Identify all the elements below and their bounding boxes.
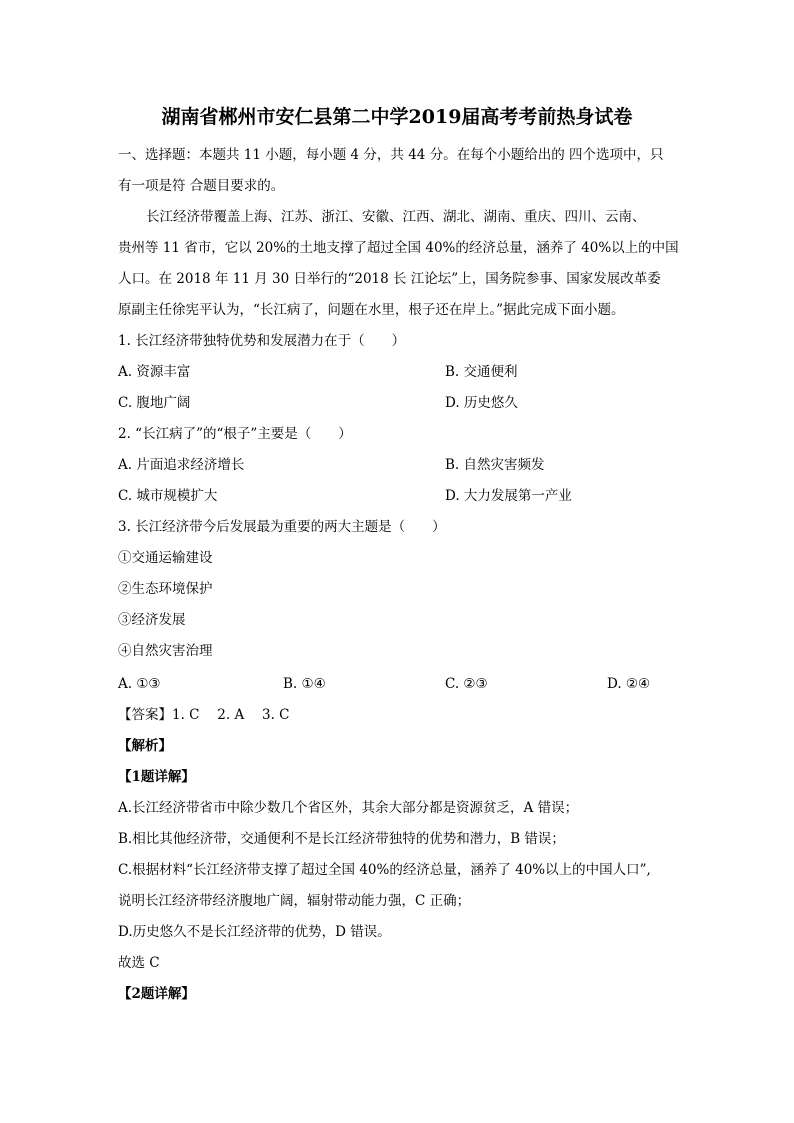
question-1-option-a: A. 资源丰富 (118, 364, 191, 380)
question-1-option-d: D. 历史悠久 (445, 395, 518, 411)
detail-2-heading: 【2题详解】 (118, 986, 195, 1002)
question-3-option-b: B. ①④ (283, 676, 326, 692)
page-title: 湖南省郴州市安仁县第二中学2019届高考考前热身试卷 (161, 106, 633, 128)
detail-1-line-2: B.相比其他经济带，交通便利不是长江经济带独特的优势和潜力，B 错误； (118, 831, 565, 847)
question-1-stem: 1. 长江经济带独特优势和发展潜力在于（ ） (118, 333, 406, 349)
question-3-stem: 3. 长江经济带今后发展最为重要的两大主题是（ ） (118, 519, 446, 535)
question-3-option-c: C. ②③ (445, 676, 488, 692)
detail-1-heading: 【1题详解】 (118, 769, 195, 785)
detail-1-line-3: C.根据材料“长江经济带支撑了超过全国 40%的经济总量，涵养了 40%以上的中国人口”, (118, 862, 651, 878)
section-heading-line-1: 一、选择题：本题共 11 小题，每小题 4 分，共 44 分。在每个小题给出的 四个选项中，只 (118, 147, 664, 163)
question-1-option-b: B. 交通便利 (445, 364, 518, 380)
question-3-option-d: D. ②④ (607, 676, 651, 692)
question-1-option-c: C. 腹地广阔 (118, 395, 191, 411)
section-heading-line-2: 有一项是符 合题目要求的。 (118, 178, 285, 194)
detail-1-line-1: A.长江经济带省市中除少数几个省区外，其余大部分都是资源贫乏，A 错误； (118, 800, 579, 816)
question-3-item-2: ②生态环境保护 (118, 581, 213, 597)
question-2-option-b: B. 自然灾害频发 (445, 457, 545, 473)
question-2-stem: 2. “长江病了”的“根子”主要是（ ） (118, 426, 352, 442)
analysis-heading: 【解析】 (118, 738, 172, 754)
question-3-item-4: ④自然灾害治理 (118, 643, 213, 659)
detail-1-line-5: D.历史悠久不是长江经济带的优势，D 错误。 (118, 924, 391, 940)
passage-line-2: 贵州等 11 省市，它以 20%的土地支撑了超过全国 40%的经济总量，涵养了 40%以上的中国 (118, 240, 679, 256)
answer-line: 【答案】1. C 2. A 3. C (118, 707, 290, 723)
detail-1-line-4: 说明长江经济带经济腹地广阔，辐射带动能力强，C 正确； (118, 893, 471, 909)
question-2-option-d: D. 大力发展第一产业 (445, 488, 572, 504)
passage-line-4: 原副主任徐宪平认为，“长江病了，问题在水里，根子还在岸上。”据此完成下面小题。 (118, 302, 625, 318)
detail-1-conclusion: 故选 C (118, 955, 160, 971)
question-2-option-c: C. 城市规模扩大 (118, 488, 218, 504)
question-3-item-3: ③经济发展 (118, 612, 186, 628)
question-3-item-1: ①交通运输建设 (118, 550, 213, 566)
passage-line-3: 人口。在 2018 年 11 月 30 日举行的“2018 长 江论坛”上，国务院参事、国家发展改革委 (118, 271, 661, 287)
question-3-option-a: A. ①③ (118, 676, 161, 692)
passage-line-1: 长江经济带覆盖上海、江苏、浙江、安徽、江西、湖北、湖南、重庆、四川、云南、 (146, 209, 646, 225)
question-2-option-a: A. 片面追求经济增长 (118, 457, 245, 473)
